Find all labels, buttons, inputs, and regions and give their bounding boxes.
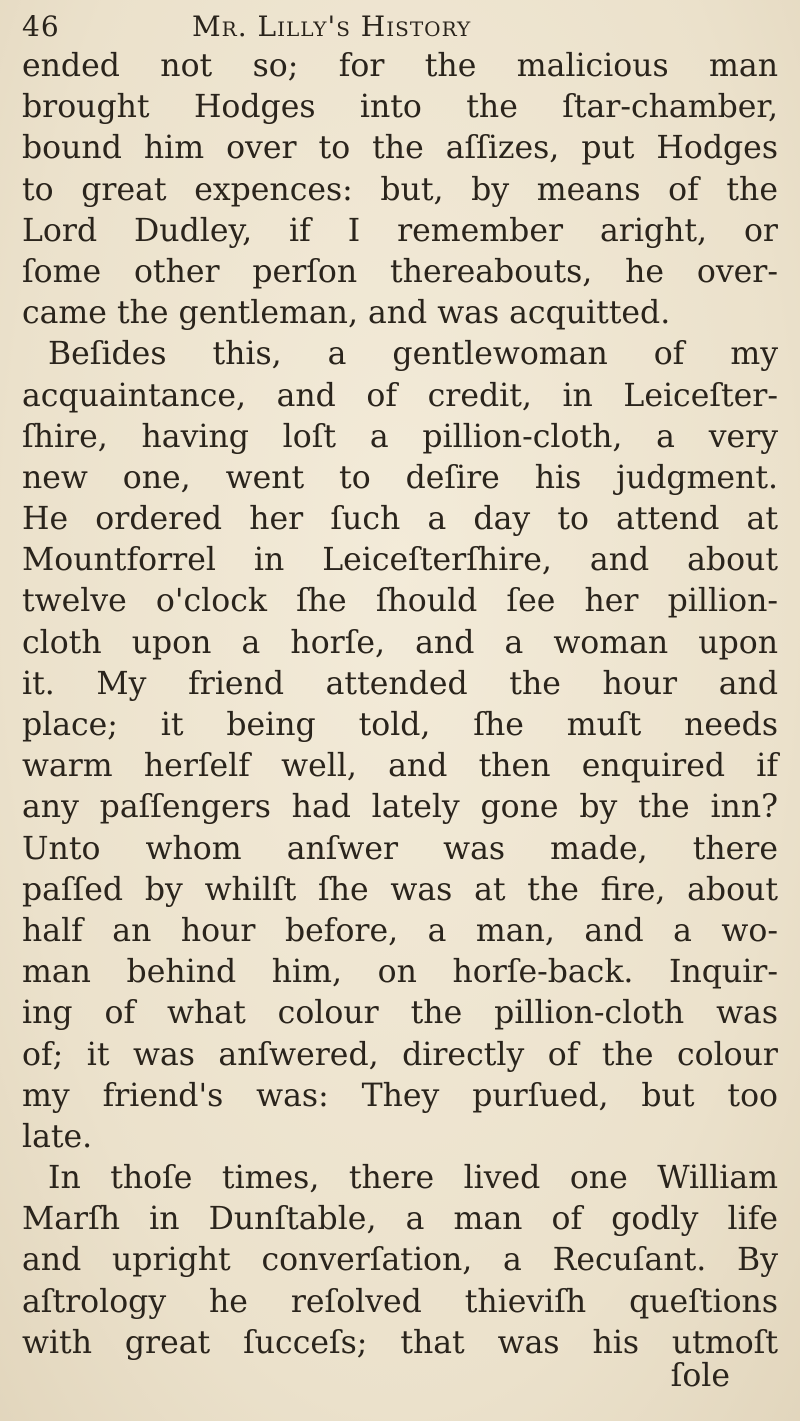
text-line: any paſſengers had lately gone by the inn? [22, 789, 778, 826]
text-line: with great ſucceſs; that was his utmoſt [22, 1324, 778, 1361]
text-line: man behind him, on horſe-back. Inquir- [22, 954, 778, 991]
catchword: ſole [670, 1358, 730, 1394]
text-line: Beſides this, a gentlewoman of my [48, 336, 778, 373]
text-line: of; it was anſwered, directly of the colour [22, 1036, 778, 1073]
text-line: Unto whom anſwer was made, there [22, 830, 778, 867]
text-line: Lord Dudley, if I remember aright, or [22, 212, 778, 249]
text-line: half an hour before, a man, and a wo- [22, 912, 778, 949]
text-line: He ordered her ſuch a day to attend at [22, 501, 778, 538]
text-line: paſſed by whilſt ſhe was at the fire, about [22, 871, 778, 908]
text-line: to great expences: but, by means of the [22, 171, 778, 208]
text-line: ing of what colour the pillion-cloth was [22, 995, 778, 1032]
text-line: ended not so; for the malicious man [22, 48, 778, 84]
text-line: aſtrology he reſolved thieviſh queſtions [22, 1283, 778, 1320]
text-line: Mountforrel in Leiceſterſhire, and about [22, 542, 778, 579]
text-line: bound him over to the aſſizes, put Hodges [22, 130, 778, 167]
text-line: brought Hodges into the ſtar-chamber, [22, 89, 778, 126]
text-line: came the gentleman, and was acquitted. [22, 295, 671, 332]
text-line: twelve o'clock ſhe ſhould ſee her pillion- [22, 583, 778, 620]
text-line: new one, went to deſire his judgment. [22, 459, 778, 496]
text-line: ſhire, having loſt a pillion-cloth, a very [22, 418, 778, 455]
page-number: 46 [22, 10, 60, 43]
text-line: my friend's was: They purſued, but too [22, 1077, 778, 1114]
text-line: late. [22, 1118, 93, 1155]
text-line: In thoſe times, there lived one William [48, 1160, 778, 1197]
text-line: place; it being told, ſhe muſt needs [22, 707, 778, 743]
running-title: Mr. Lilly's History [192, 10, 472, 43]
text-line: acquaintance, and of credit, in Leiceſter- [22, 377, 778, 414]
text-line: cloth upon a horſe, and a woman upon [22, 624, 778, 661]
running-head [22, 8, 778, 48]
text-line: warm herſelf well, and then enquired if [22, 748, 778, 785]
text-line: it. My friend attended the hour and [22, 665, 778, 702]
text-line: Marſh in Dunſtable, a man of godly life [22, 1201, 778, 1238]
text-line: ſome other perſon thereabouts, he over- [22, 253, 778, 290]
text-line: and upright converſation, a Recuſant. By [22, 1242, 778, 1279]
body-text [22, 46, 778, 1364]
